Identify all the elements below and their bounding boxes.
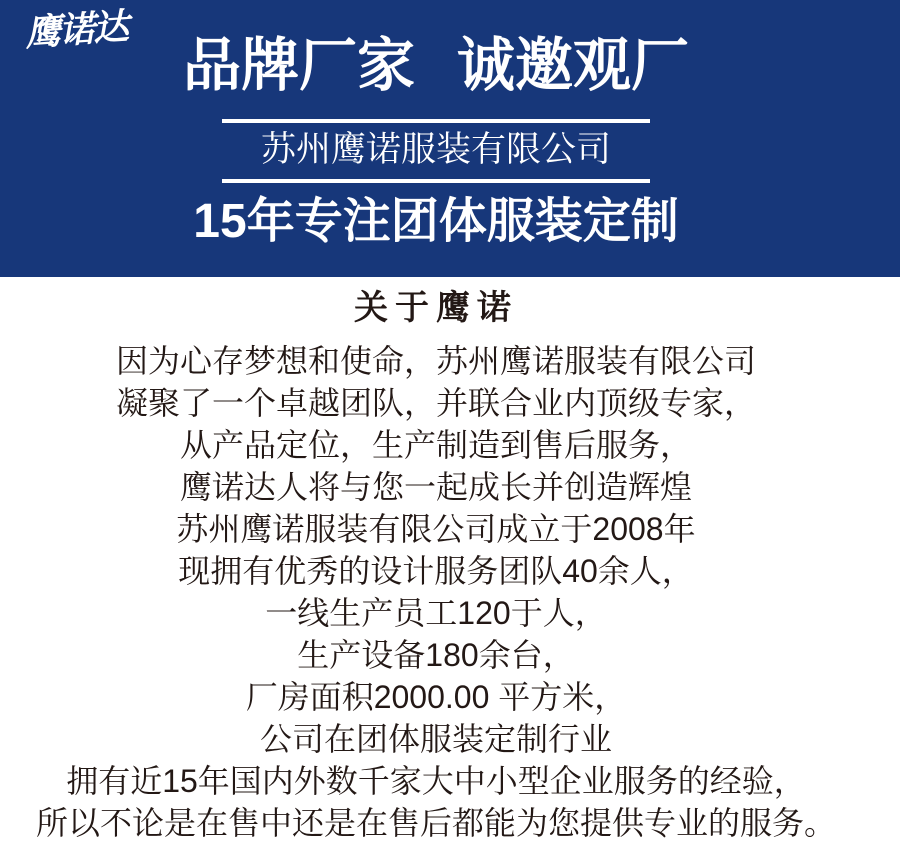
about-line: 所以不论是在售中还是在售后都能为您提供专业的服务。 — [35, 805, 836, 841]
about-line: 苏州鹰诺服装有限公司成立于2008年 — [176, 511, 696, 547]
about-heading: 关于鹰诺 — [354, 289, 518, 327]
hero-subtitle: 15年专注团体服装定制 — [193, 195, 679, 248]
hero-banner — [0, 0, 900, 277]
about-paragraph — [0, 340, 872, 844]
about-line: 公司在团体服装定制行业 — [259, 721, 612, 757]
about-line: 现拥有优秀的设计服务团队40余人， — [178, 553, 694, 589]
hero-content — [0, 0, 872, 248]
about-line: 因为心存梦想和使命，苏州鹰诺服装有限公司 — [115, 343, 756, 379]
company-name: 苏州鹰诺服装有限公司 — [260, 130, 611, 169]
about-line: 厂房面积2000.00 平方米， — [245, 679, 627, 715]
about-line: 从产品定位，生产制造到售后服务， — [179, 427, 692, 463]
brand-logo: 鹰诺达 — [23, 5, 129, 54]
about-line: 鹰诺达人将与您一起成长并创造辉煌 — [179, 469, 692, 505]
about-line: 凝聚了一个卓越团队，并联合业内顶级专家， — [115, 385, 756, 421]
about-section — [0, 277, 872, 844]
about-line: 拥有近15年国内外数千家大中小型企业服务的经验， — [66, 763, 806, 799]
about-line: 一线生产员工120于人， — [265, 595, 607, 631]
about-line: 生产设备180余台， — [297, 637, 575, 673]
hero-title: 品牌厂家 诚邀观厂 — [182, 33, 690, 98]
